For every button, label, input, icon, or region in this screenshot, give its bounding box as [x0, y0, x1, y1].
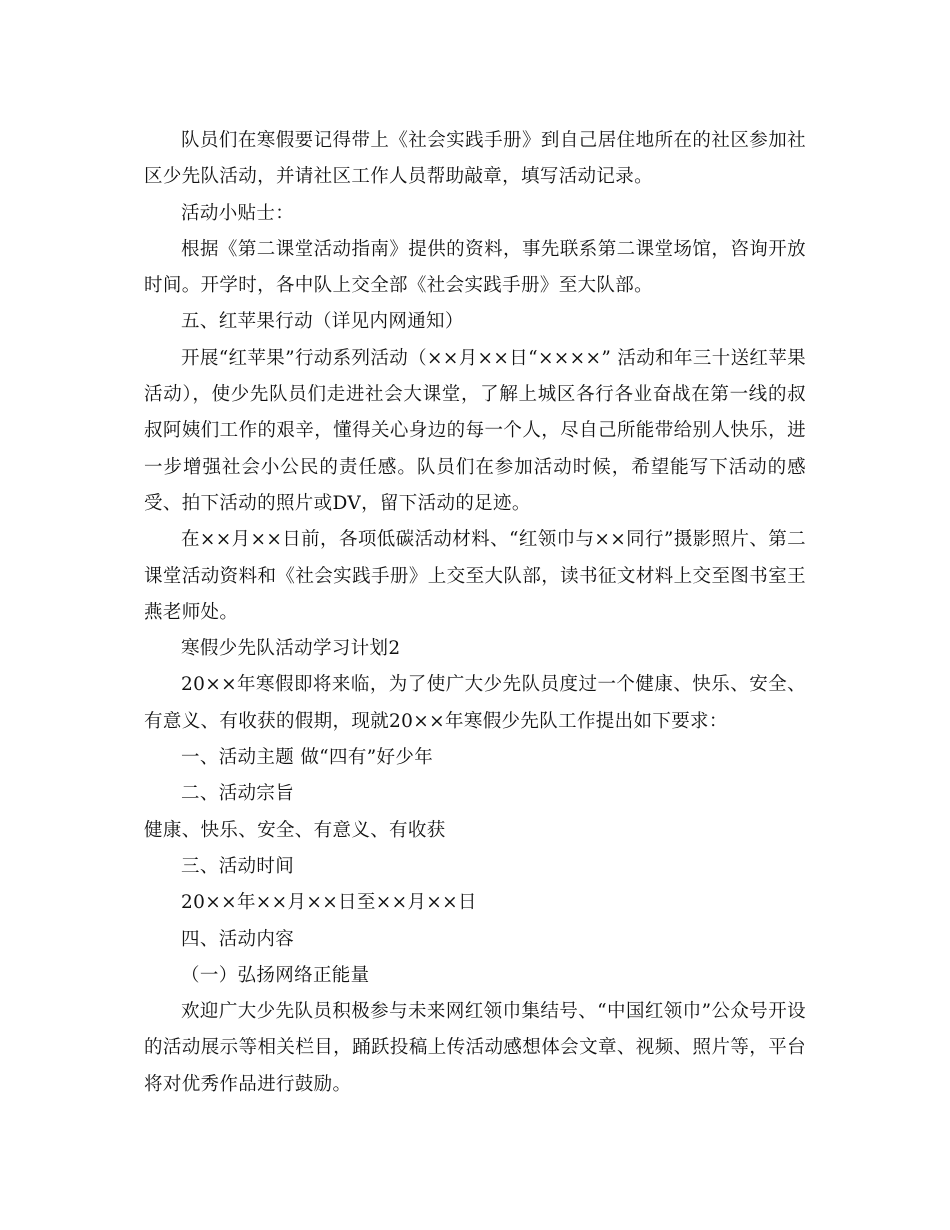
section-heading-time: 三、活动时间 — [181, 855, 295, 877]
paragraph-8: 20××年寒假即将来临，为了使广大少先队员度过一个健康、快乐、安全、有意义、有收获的假期，现就20××年寒假少先队工作提出如下要求： — [144, 674, 806, 732]
paragraph-1: 队员们在寒假要记得带上《社会实践手册》到自己居住地所在的社区参加社区少先队活动，并请社区工作人员帮助敲章，填写活动记录。 — [144, 130, 806, 188]
document-body — [144, 123, 806, 1103]
time-text: 20××年××月××日至××月××日 — [181, 892, 477, 914]
section-heading-theme: 一、活动主题 做“四有”好少年 — [181, 747, 434, 769]
paragraph-2: 活动小贴士： — [181, 202, 295, 224]
paragraph-3: 根据《第二课堂活动指南》提供的资料，事先联系第二课堂场馆，咨询开放时间。开学时，各中队上交全部《社会实践手册》至大队部。 — [144, 238, 806, 297]
document-subtitle: 寒假少先队活动学习计划2 — [181, 638, 401, 660]
section-heading-red-apple: 五、红苹果行动（详见内网通知） — [181, 311, 464, 333]
paragraph-16: 欢迎广大少先队员积极参与未来网红领巾集结号、“中国红领巾”公众号开设的活动展示等相关栏目，踊跃投稿上传活动感想体会文章、视频、照片等，平台将对优秀作品进行鼓励。 — [144, 1001, 806, 1095]
purpose-text: 健康、快乐、安全、有意义、有收获 — [144, 819, 446, 841]
paragraph-5: 开展“红苹果”行动系列活动（××月××日“××××” 活动和年三十送红苹果活动），使少先队员们走进社会大课堂，了解上城区各行各业奋战在第一线的叔叔阿姨们工作的艰辛，懂得关心身边的每一个人，尽自己所能带给别人快乐，进一步增强社会小公民的责任感。队员们在参加活动时候，希望能写下活动的感受、拍下活动的照片或DV，留下活动的足迹。 — [144, 347, 806, 514]
paragraph-6: 在××月××日前，各项低碳活动材料、“红领巾与××同行”摄影照片、第二课堂活动资料和《社会实践手册》上交至大队部，读书征文材料上交至图书室王燕老师处。 — [144, 529, 806, 623]
subsection-heading-network: （一）弘扬网络正能量 — [181, 964, 370, 986]
section-heading-content: 四、活动内容 — [181, 928, 295, 950]
section-heading-purpose: 二、活动宗旨 — [181, 783, 295, 805]
